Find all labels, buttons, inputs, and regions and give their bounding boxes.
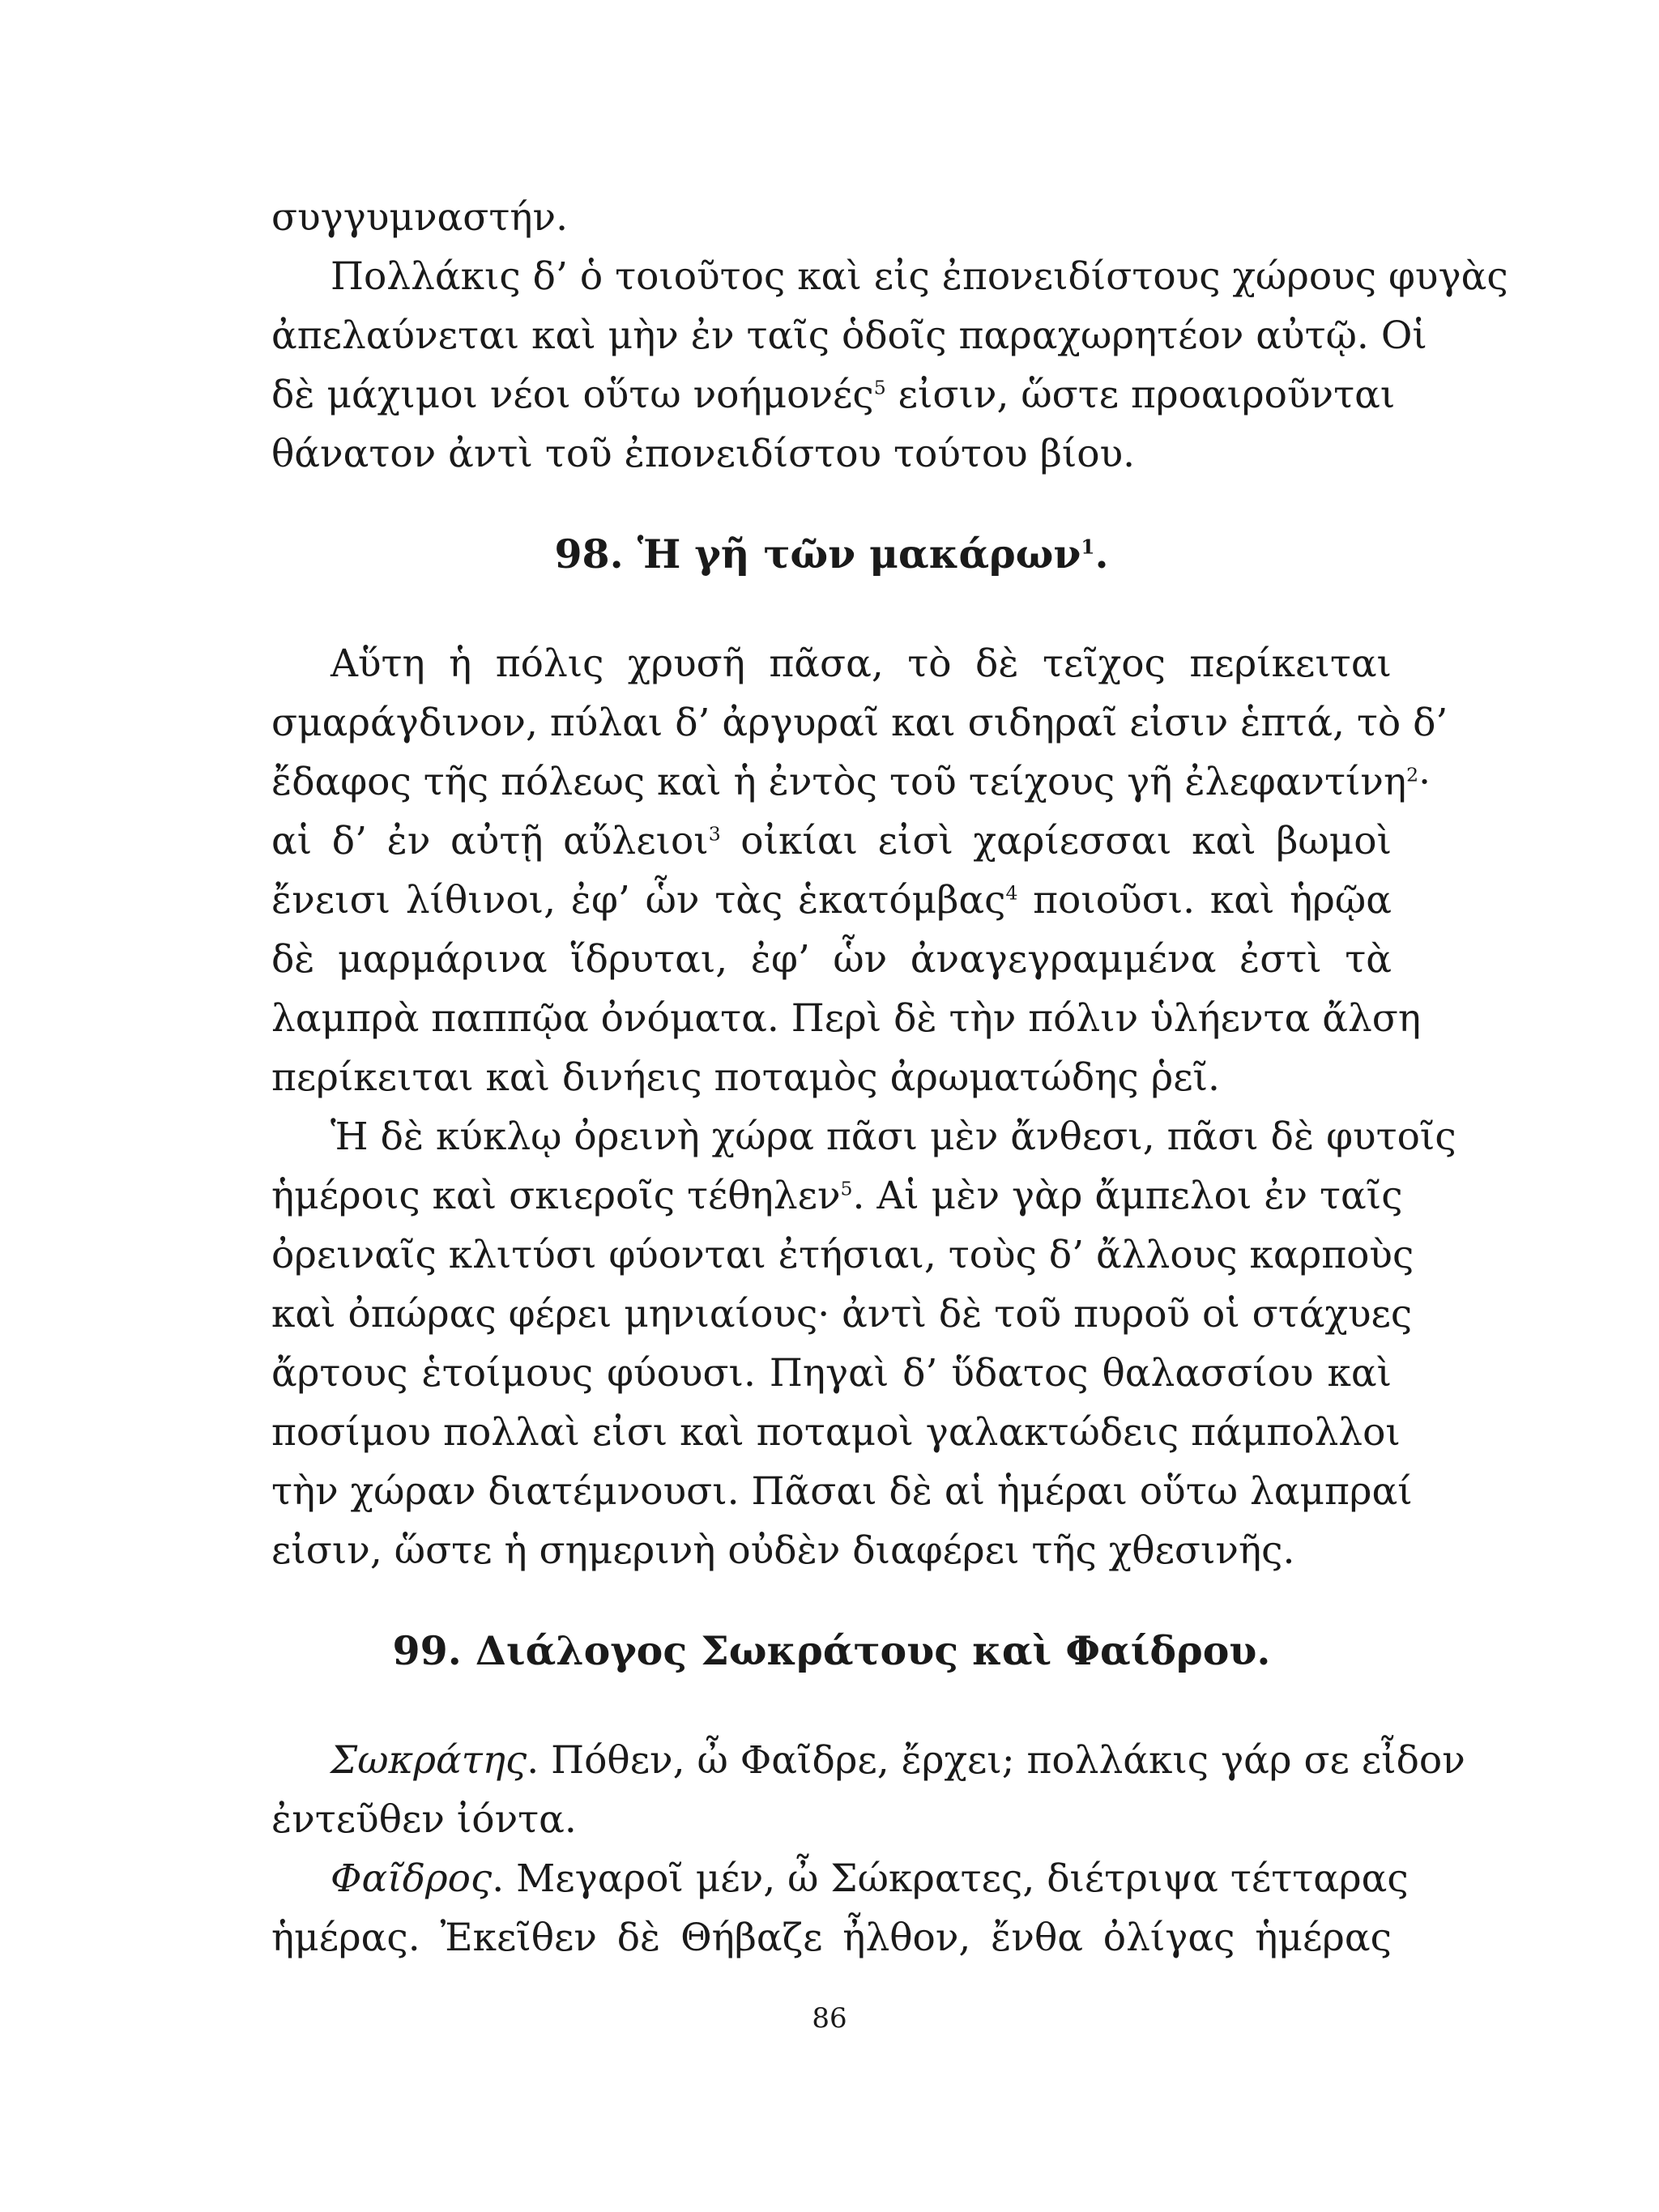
- text-span: καὶ ὀπώρας φέρει μηνιαίους· ἀντὶ δὲ τοῦ πυροῦ οἱ στάχυες: [271, 1292, 1413, 1336]
- text-line: [271, 819, 1392, 863]
- text-line: [271, 1797, 1392, 1842]
- text-span: ἄρτους ἑτοίμους φύουσι. Πηγαὶ δ’ ὕδατος θαλασσίου καὶ: [271, 1351, 1392, 1396]
- text-span: ποιοῦσι. καὶ ἡρῷα: [1017, 878, 1392, 923]
- footnote-marker: 3: [708, 822, 721, 846]
- paragraph-first-line: [331, 254, 1508, 299]
- text-line: [271, 1410, 1401, 1455]
- text-span: περίκειται καὶ δινήεις ποταμὸς ἀρωματώδης ῥεῖ.: [271, 1055, 1220, 1100]
- text-span: δὲ μάχιμοι νέοι οὕτω νοήμονές: [271, 373, 874, 417]
- footnote-marker: 2: [1406, 763, 1419, 786]
- paragraph-first-line: [331, 641, 1392, 686]
- text-span: αἱ δ’ ἐν αὐτῇ αὔλειοι: [271, 819, 709, 863]
- text-span: τὴν χώραν διατέμνουσι. Πᾶσαι δὲ αἱ ἡμέραι οὕτω λαμπραί: [271, 1469, 1413, 1514]
- heading-text: 98. Ἡ γῆ τῶν μακάρων: [554, 531, 1081, 578]
- text-span: ·: [1418, 760, 1431, 804]
- text-span: εἰσιν, ὥστε ἡ σημερινὴ οὐδὲν διαφέρει τῆς χθεσινῆς.: [271, 1528, 1295, 1573]
- text-span: . Πόθεν, ὦ Φαῖδρε, ἔρχει; πολλάκις γάρ σε εἶδον: [527, 1738, 1465, 1783]
- text-line: [271, 1292, 1413, 1336]
- text-span: εἰσιν, ὥστε προαιροῦνται: [898, 373, 1396, 417]
- text-line: [271, 195, 1392, 240]
- text-span: . Αἱ μὲν γὰρ ἄμπελοι ἐν ταῖς: [852, 1174, 1403, 1218]
- text-span: σμαράγδινον, πύλαι δ’ ἀργυραῖ και σιδηραῖ εἰσιν ἑπτά, τὸ δ’: [271, 701, 1448, 745]
- text-span: ὀρειναῖς κλιτύσι φύονται ἐτήσιαι, τοὺς δ’ ἄλλους καρποὺς: [271, 1233, 1414, 1277]
- text-span: συγγυμναστήν.: [271, 195, 569, 240]
- section-heading-99: 99. Διάλογος Σωκράτους καὶ Φαίδρου.: [392, 1627, 1271, 1674]
- section-heading-98: [271, 531, 1392, 578]
- heading-punct: .: [1094, 531, 1109, 578]
- paragraph-first-line: [331, 1856, 1409, 1901]
- footnote-marker: 5: [873, 376, 886, 399]
- text-span: δὲ μαρμάρινα ἵδρυται, ἐφ’ ὧν ἀναγεγραμμένα ἐστὶ τὰ: [271, 937, 1392, 982]
- text-line: [271, 1351, 1392, 1396]
- text-span: ποσίμου πολλαὶ εἰσι καὶ ποταμοὶ γαλακτώδεις πάμπολλοι: [271, 1410, 1401, 1455]
- text-line: [271, 373, 1396, 417]
- page-number: 86: [812, 2002, 847, 2035]
- text-span: λαμπρὰ παππῷα ὀνόματα. Περὶ δὲ τὴν πόλιν ὑλήεντα ἄλση: [271, 996, 1422, 1041]
- text-line: [271, 1916, 1392, 1960]
- speaker-name: Σωκράτης: [331, 1738, 527, 1783]
- text-line: [271, 432, 1392, 476]
- paragraph-first-line: [331, 1115, 1456, 1159]
- text-span: ἔδαφος τῆς πόλεως καὶ ἡ ἐντὸς τοῦ τείχους γῆ ἐλεφαντίνη: [271, 760, 1407, 804]
- text-span: οἰκίαι εἰσὶ χαρίεσσαι καὶ βωμοὶ: [720, 819, 1392, 863]
- text-span: ἔνεισι λίθινοι, ἐφ’ ὧν τὰς ἑκατόμβας: [271, 878, 1006, 923]
- text-span: ἡμέρας. Ἐκεῖθεν δὲ Θήβαζε ἦλθον, ἔνθα ὀλίγας ἡμέρας: [271, 1916, 1392, 1960]
- text-line: [271, 313, 1427, 358]
- footnote-marker: 5: [840, 1177, 853, 1200]
- text-line: [271, 1469, 1413, 1514]
- footnote-marker: 1: [1081, 535, 1095, 559]
- text-span: Πολλάκις δ’ ὁ τοιοῦτος καὶ εἰς ἐπονειδίστους χώρους φυγὰς: [331, 254, 1508, 299]
- text-line: [271, 1233, 1414, 1277]
- text-line: [271, 1174, 1403, 1218]
- text-span: . Μεγαροῖ μέν, ὦ Σώκρατες, διέτριψα τέτταρας: [492, 1856, 1409, 1901]
- text-line: [271, 1528, 1392, 1573]
- text-line: [271, 760, 1431, 804]
- text-line: [271, 878, 1392, 923]
- paragraph-first-line: [331, 1738, 1465, 1783]
- text-span: ἀπελαύνεται καὶ μὴν ἐν ταῖς ὁδοῖς παραχωρητέον αὐτῷ. Οἱ: [271, 313, 1427, 358]
- text-line: [271, 996, 1422, 1041]
- text-span: ἐντεῦθεν ἰόντα.: [271, 1797, 577, 1842]
- text-line: [271, 1055, 1392, 1100]
- speaker-name: Φαῖδρος: [331, 1856, 493, 1901]
- footnote-marker: 4: [1005, 881, 1018, 905]
- text-line: [271, 937, 1392, 982]
- text-span: Ἡ δὲ κύκλῳ ὀρεινὴ χώρα πᾶσι μὲν ἄνθεσι, πᾶσι δὲ φυτοῖς: [331, 1115, 1456, 1159]
- text-line: [271, 701, 1448, 745]
- text-span: Αὕτη ἡ πόλις χρυσῆ πᾶσα, τὸ δὲ τεῖχος περίκειται: [331, 641, 1392, 686]
- text-span: θάνατον ἀντὶ τοῦ ἐπονειδίστου τούτου βίου.: [271, 432, 1136, 476]
- text-span: ἡμέροις καὶ σκιεροῖς τέθηλεν: [271, 1174, 841, 1218]
